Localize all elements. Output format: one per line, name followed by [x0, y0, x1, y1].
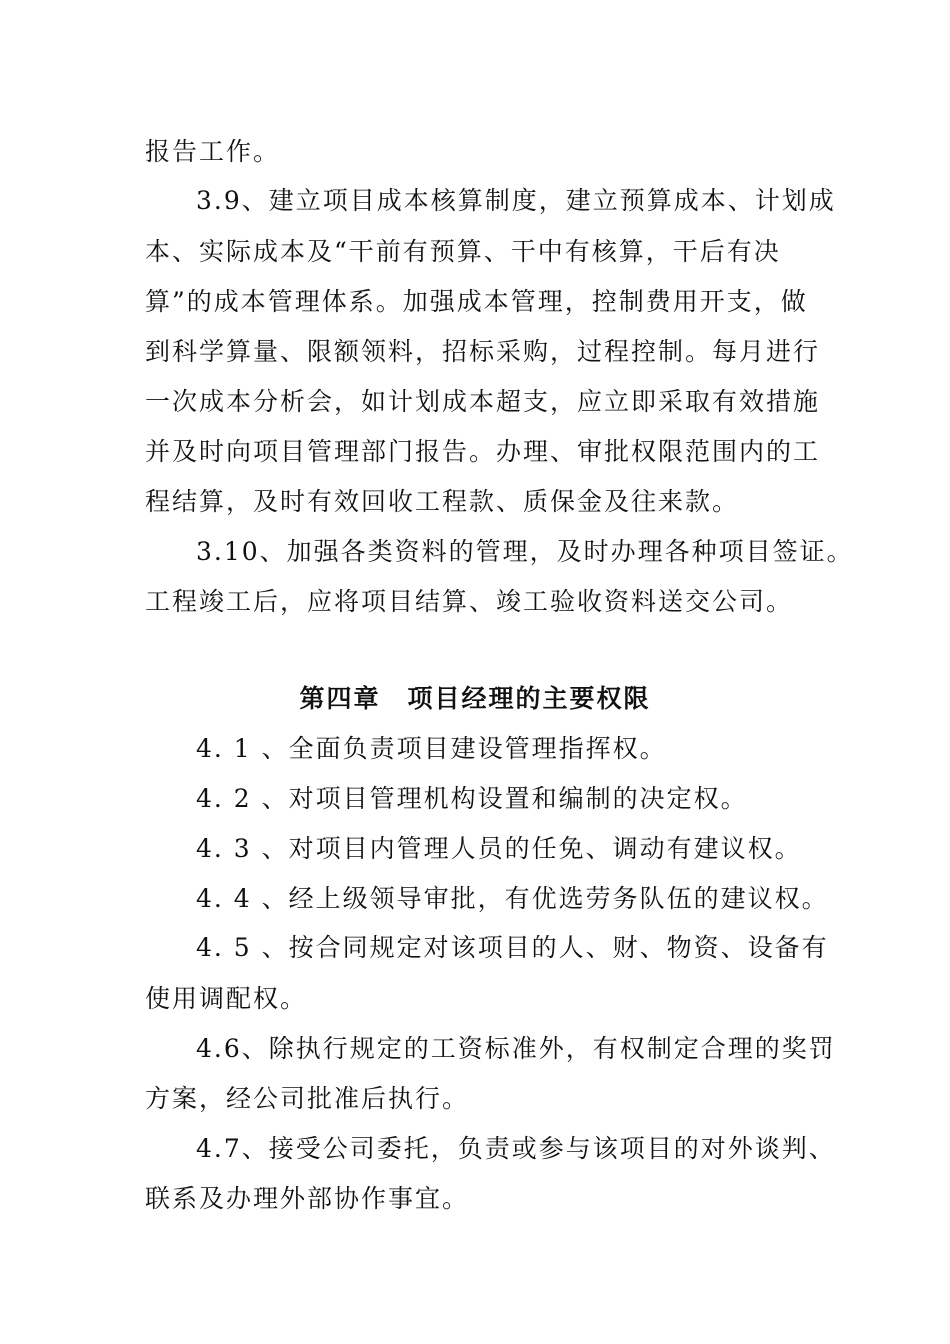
- text-line: 4. 4 、经上级领导审批，有优选劳务队伍的建议权。: [196, 884, 829, 913]
- text-line: 4. 1 、全面负责项目建设管理指挥权。: [196, 734, 667, 763]
- text-line: 到科学算量、限额领料，招标采购，过程控制。每月进行: [145, 337, 821, 366]
- text-line: 本、实际成本及“干前有预算、干中有核算，干后有决: [145, 237, 781, 266]
- text-line: 4.6、除执行规定的工资标准外，有权制定合理的奖罚: [196, 1034, 836, 1063]
- text-line: 一次成本分析会，如计划成本超支，应立即采取有效措施: [145, 387, 821, 416]
- text-line: 程结算，及时有效回收工程款、质保金及往来款。: [145, 487, 740, 516]
- text-line: 使用调配权。: [145, 984, 308, 1013]
- chapter-heading: 第四章 项目经理的主要权限: [299, 684, 651, 713]
- text-line: 工程竣工后，应将项目结算、竣工验收资料送交公司。: [145, 587, 794, 616]
- text-line: 4. 2 、对项目管理机构设置和编制的决定权。: [196, 784, 748, 813]
- text-line: 方案，经公司批准后执行。: [145, 1084, 470, 1113]
- text-line: 4. 5 、按合同规定对该项目的人、财、物资、设备有: [196, 933, 829, 962]
- text-line: 联系及办理外部协作事宜。: [145, 1184, 470, 1213]
- text-line: 3.9、建立项目成本核算制度，建立预算成本、计划成: [196, 186, 836, 215]
- text-line: 4.7、接受公司委托，负责或参与该项目的对外谈判、: [196, 1134, 836, 1163]
- text-line: 报告工作。: [145, 137, 281, 166]
- text-line: 4. 3 、对项目内管理人员的任免、调动有建议权。: [196, 834, 802, 863]
- text-line: 并及时向项目管理部门报告。办理、审批权限范围内的工: [145, 437, 821, 466]
- text-line: 算”的成本管理体系。加强成本管理，控制费用开支，做: [145, 287, 808, 316]
- text-line: 3.10、加强各类资料的管理，及时办理各种项目签证。: [196, 537, 854, 566]
